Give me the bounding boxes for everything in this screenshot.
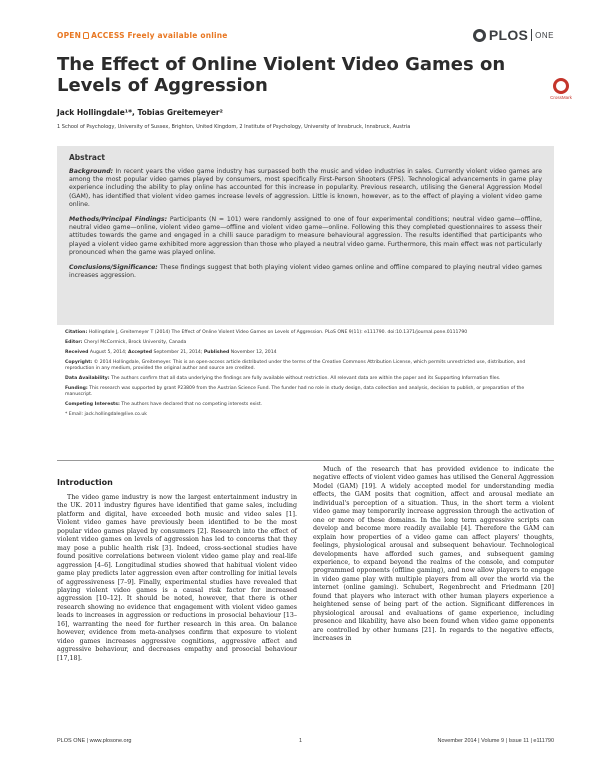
crossmark-badge[interactable] xyxy=(540,78,582,108)
author-list: Jack Hollingdale¹*, Tobias Greitemeyer² xyxy=(57,108,223,117)
conclusions-label: Conclusions/Significance: xyxy=(69,264,158,272)
competing-interests xyxy=(65,402,547,408)
page-number: 1 xyxy=(299,738,303,744)
footer-issue: November 2014 | Volume 9 | Issue 11 | e111790 xyxy=(437,738,554,744)
logo-divider xyxy=(531,29,532,41)
email[interactable]: * Email: jack.hollingdale@live.co.uk xyxy=(65,412,147,418)
accepted-label: Accepted xyxy=(128,349,153,355)
published-text: November 12, 2014 xyxy=(229,349,277,355)
abstract-methods xyxy=(69,216,542,257)
crossmark-label: CrossMark xyxy=(550,95,572,100)
copyright-text: © 2014 Hollingdale, Greitemeyer. This is an open-access article distributed under the terms of the Creative Commons Attribution License, which permits unrestricted use, distribution, and reproduction in any medium, provided the original author and source are credited. xyxy=(65,359,526,372)
funding-text: This research was supported by grant P23809 from the Austrian Science Fund. The funder had no role in study design, data collection and analysis, decision to publish, or preparation of the manuscript. xyxy=(65,385,525,398)
methods-label: Methods/Principal Findings: xyxy=(69,216,168,224)
dates xyxy=(65,350,547,356)
received-label: Received xyxy=(65,349,89,355)
background-label: Background: xyxy=(69,168,114,175)
funding-label: Funding: xyxy=(65,385,88,391)
abstract-conclusions xyxy=(69,264,542,280)
competing-text: The authors have declared that no competing interests exist. xyxy=(119,402,263,408)
copyright-label: Copyright: xyxy=(65,359,93,365)
competing-label: Competing Interests: xyxy=(65,402,120,408)
funding xyxy=(65,386,547,399)
methods-text: Participants (N = 101) were randomly assigned to one of four experimental conditions; neutral video game—offline, neutral video game—online, violent video game—offline and violent video game—online. Following this they completed questionnaires to assess their attitudes towards the game and engaged in a chilli sauce paradigm to measure behavioural aggression. The results identified that participants who played a violent video game exhibited more aggression than those who played a neutral video game. Furthermore, this main effect was not particularly pronounced when the game was played online. xyxy=(69,216,542,256)
data-label: Data Availability: xyxy=(65,376,110,382)
body-left-column: The video game industry is now the largest entertainment industry in the UK. 2011 industry figures have identified that game sales, including platform and digital, have exceeded both music and video sales [1]. Violent video games have previously been identified to be the most popular video games played by consumers [2]. Research into the effect of violent video games on levels of aggression has led to concerns that they may pose a public health risk [3]. Indeed, cross-sectional studies have found positive correlations between violent video game play and real-life aggression [4–6]. Longitudinal studies showed that habitual violent video game play predicts later aggression even after controlling for initial levels of aggressiveness [7–9]. Finally, experimental studies have revealed that playing violent video games is a causal risk factor for increased aggression [10–12]. It should be noted, however, that there is other research showing no evidence that engagement with violent video games leads to increases in aggression or reductions in prosocial behaviour [13–16], warranting the need for further research in this area. On balance however, evidence from meta-analyses confirm that exposure to violent video games increases aggressive cognitions, aggressive affect and aggressive behaviour, and decreases empathy and prosocial behaviour [17,18]. xyxy=(57,494,297,662)
open-access-logo xyxy=(57,31,228,40)
citation xyxy=(65,330,547,336)
article-metadata xyxy=(65,330,547,422)
affiliations: 1 School of Psychology, University of Sussex, Brighton, United Kingdom, 2 Institute of Psychology, University of Innsbruck, Innsbruck, Austria xyxy=(57,124,411,130)
crossmark-icon xyxy=(553,78,569,94)
editor-label: Editor: xyxy=(65,339,83,345)
abstract-box xyxy=(57,146,554,325)
open-access-text-2: ACCESS xyxy=(91,31,125,40)
abstract-background xyxy=(69,168,542,209)
open-access-text: OPEN xyxy=(57,31,82,40)
plos-circle-icon xyxy=(473,29,486,42)
data-text: The authors confirm that all data underlying the findings are fully available without restriction. All relevant data are within the paper and its Supporting Information files. xyxy=(109,376,501,382)
plos-wordmark: PLOS xyxy=(488,27,529,43)
plos-one-logo xyxy=(473,27,554,43)
citation-text: Hollingdale J, Greitemeyer T (2014) The Effect of Online Violent Video Games on Levels of Aggression. PLoS ONE 9(11): e111790. doi:10.1371/journal.pone.0111790 xyxy=(87,330,468,335)
introduction-heading: Introduction xyxy=(57,478,113,487)
one-wordmark: ONE xyxy=(535,30,554,40)
article-title: The Effect of Online Violent Video Games on Levels of Aggression xyxy=(57,54,506,96)
background-text: In recent years the video game industry has surpassed both the music and video industries in sales. Currently violent video games are among the most popular video games played by consumers, most specifically First-Person Shooters (FPS). Technological advancements in game play experience including the ability to play online has accounted for this increase in popularity. Previous research, utilising the General Aggression Model (GAM), has identified that violent video games increase levels of aggression. Little is known, however, as to the effect of playing a violent video game online. xyxy=(69,168,542,208)
editor-text: Cheryl McCormick, Brock University, Canada xyxy=(82,339,187,345)
open-lock-icon xyxy=(83,32,89,39)
footer-journal[interactable]: PLOS ONE | www.plosone.org xyxy=(57,738,132,744)
editor xyxy=(65,340,547,346)
received-text: August 5, 2014; xyxy=(88,349,129,355)
published-label: Published xyxy=(203,349,230,355)
section-divider xyxy=(57,460,554,461)
abstract-heading: Abstract xyxy=(69,153,106,162)
data-availability xyxy=(65,376,547,382)
body-right-column: Much of the research that has provided evidence to indicate the negative effects of violent video games has utilised the General Aggression Model (GAM) [19]. A widely accepted model for understanding media effects, the GAM posits that cognition, affect and arousal mediate an individual's perception of a situation. Thus, in the short term a violent video game may temporarily increase aggression through the activation of one or more of these domains. In the long term aggressive scripts can develop and become more readily available [4]. Therefore the GAM can explain how properties of a video game can affect players' thoughts, feelings, physiological arousal and subsequent behaviour. Technological developments have afforded such games, and subsequent gaming experience, to expand beyond the realms of the console, and computer programmed opponents (offline gaming), and now allow players to engage in video game play with multiple players from all over the world via the internet (online gaming). Schubert, Regenbrecht and Friedmann [20] found that players who interact with other human players experience a heightened sense of being part of the action. Significant differences in physiological arousal and evaluations of game experience, including presence and likability, have also been found when video game opponents are controlled by other humans [21]. In regards to the negative effects, increases in xyxy=(313,466,554,643)
freely-available-text: Freely available online xyxy=(127,31,228,40)
citation-label: Citation: xyxy=(65,330,88,335)
journal-header xyxy=(57,27,554,47)
copyright xyxy=(65,360,547,373)
conclusions-text: These findings suggest that both playing violent video games online and offline compared to playing neutral video games increases aggression. xyxy=(69,264,542,280)
accepted-text: September 21, 2014; xyxy=(152,349,204,355)
